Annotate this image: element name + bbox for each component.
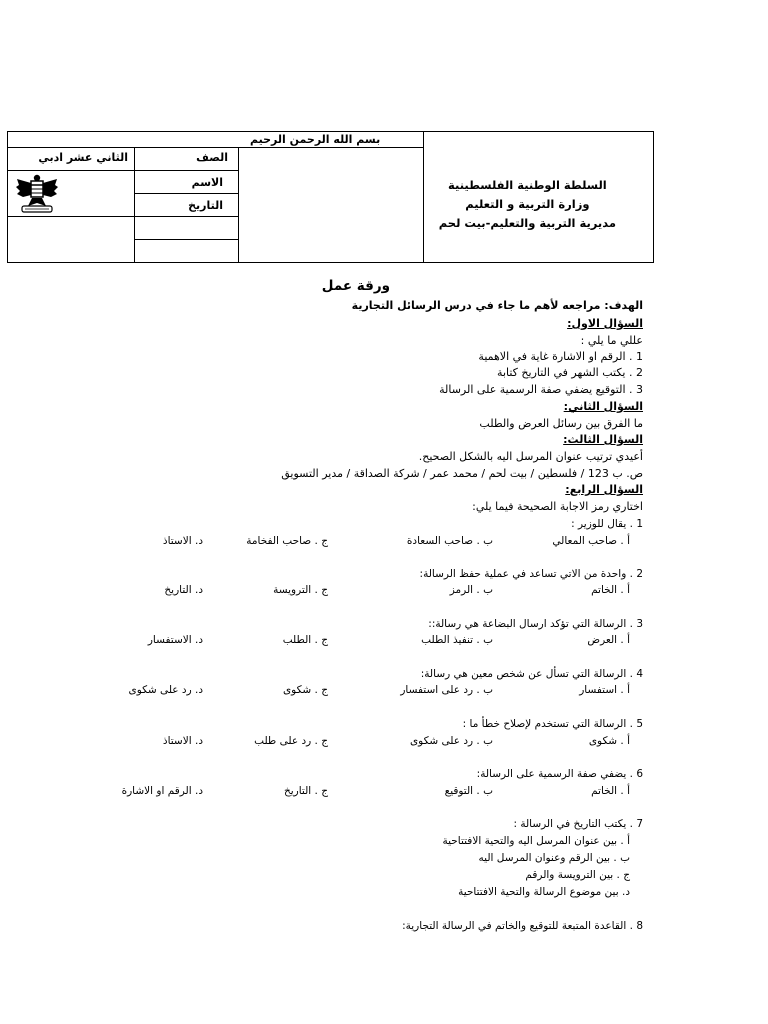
q4-item-6-option-d: د. الرقم او الاشارة [121,785,203,797]
q4-item-3-stem: 3 . الرسالة التي تؤكد ارسال البضاعة هي رسالة:: [428,618,643,630]
q4-item-2-option-b: ب . الرمز [449,584,493,596]
authority-line-2: وزارة التربية و التعليم [465,197,590,211]
q4-item-5-option-c: ج . رد على طلب [254,735,328,747]
q4-item-2-option-d: د. التاريخ [164,584,203,596]
q2-prompt: ما الفرق بين رسائل العرض والطلب [479,417,643,430]
q4-item-7-option-b: ب . بين الرقم وعنوان المرسل اليه [478,852,630,864]
q4-item-3-option-b: ب . تنفيذ الطلب [421,634,493,646]
q4-item-7-option-d: د. بين موضوع الرسالة والتحية الافتتاحية [458,886,630,898]
q4-item-4-option-c: ج . شكوى [282,684,328,696]
q3-address: ص. ب 123 / فلسطين / بيت لحم / محمد عمر / شركة الصداقة / مدير التسويق [281,467,643,480]
authority-line-3: مديرية التربية والتعليم-بيت لحم [438,216,616,230]
q4-item-2-stem: 2 . واحدة من الاتي تساعد في عملية حفظ الرسالة: [419,568,643,580]
q4-item-4-stem: 4 . الرسالة التي تسأل عن شخص معين هي رسالة: [420,668,643,680]
q4-item-1-option-b: ب . صاحب السعادة [406,535,493,547]
q4-prompt: اختاري رمز الاجابة الصحيحة فيما يلي: [472,500,643,513]
q2-heading: السؤال الثاني: [563,400,643,413]
q1-item-2: 2 . يكتب الشهر في التاريخ كتابة [497,366,643,379]
q4-item-4-option-b: ب . رد على استفسار [400,684,493,696]
q4-item-3-option-d: د. الاستفسار [147,634,203,646]
q4-item-4-option-d: د. رد على شكوى [128,684,203,696]
q4-item-2-option-c: ج . الترويسة [273,584,328,596]
q4-item-7-option-a: أ . بين عنوان المرسل اليه والتحية الافتتاحية [442,835,630,847]
authority-block [439,178,616,230]
q1-item-1: 1 . الرقم او الاشارة غاية في الاهمية [478,350,643,363]
q4-item-5-option-a: أ . شكوى [588,735,630,747]
q4-item-3-option-c: ج . الطلب [282,634,328,646]
q3-heading: السؤال الثالث: [563,433,643,446]
field-label-class: الصف [196,151,228,164]
q4-item-1-option-c: ج . صاحب الفخامة [246,535,328,547]
q4-item-1-option-d: د. الاستاذ [162,535,203,547]
q4-item-1-option-a: أ . صاحب المعالي [552,535,630,547]
worksheet-goal: الهدف: مراجعه لأهم ما جاء في درس الرسائل التجارية [351,299,643,312]
q1-prompt: عللي ما يلي : [580,334,643,347]
q4-item-6-option-c: ج . التاريخ [283,785,328,797]
q4-item-1-stem: 1 . يقال للوزير : [571,518,643,530]
field-value-class: الثاني عشر ادبي [38,151,128,164]
q4-item-7-option-c: ج . بين الترويسة والرقم [525,869,630,881]
q4-heading: السؤال الرابع: [565,483,643,496]
authority-line-1: السلطة الوطنية الفلسطينية [448,178,607,192]
q4-item-6-option-b: ب . التوقيع [444,785,493,797]
q4-item-2-option-a: أ . الخاتم [591,584,630,596]
q1-item-3: 3 . التوقيع يضفي صفة الرسمية على الرسالة [439,383,643,396]
q4-item-5-option-d: د. الاستاذ [162,735,203,747]
field-label-date: التاريخ [188,199,223,212]
q4-item-5-stem: 5 . الرسالة التي تستخدم لإصلاح خطأ ما : [462,718,643,730]
eagle-emblem-icon [14,173,60,215]
q4-item-6-stem: 6 . يضفي صفة الرسمية على الرسالة: [476,768,643,780]
worksheet-title: ورقة عمل [321,278,390,294]
field-label-name: الاسم [191,176,223,189]
q3-prompt: أعيدي ترتيب عنوان المرسل اليه بالشكل الصحيح. [418,450,643,463]
q4-item-6-option-a: أ . الخاتم [591,785,630,797]
basmala: بسم الله الرحمن الرحيم [250,133,381,146]
q4-item-8-stem: 8 . القاعدة المتبعة للتوقيع والخاتم في الرسالة التجارية: [402,920,643,932]
q4-item-4-option-a: أ . استفسار [579,684,630,696]
q4-item-5-option-b: ب . رد على شكوى [409,735,493,747]
q4-item-3-option-a: أ . العرض [587,634,630,646]
q1-heading: السؤال الاول: [567,317,643,330]
q4-item-7-stem: 7 . يكتب التاريخ في الرسالة : [513,818,643,830]
